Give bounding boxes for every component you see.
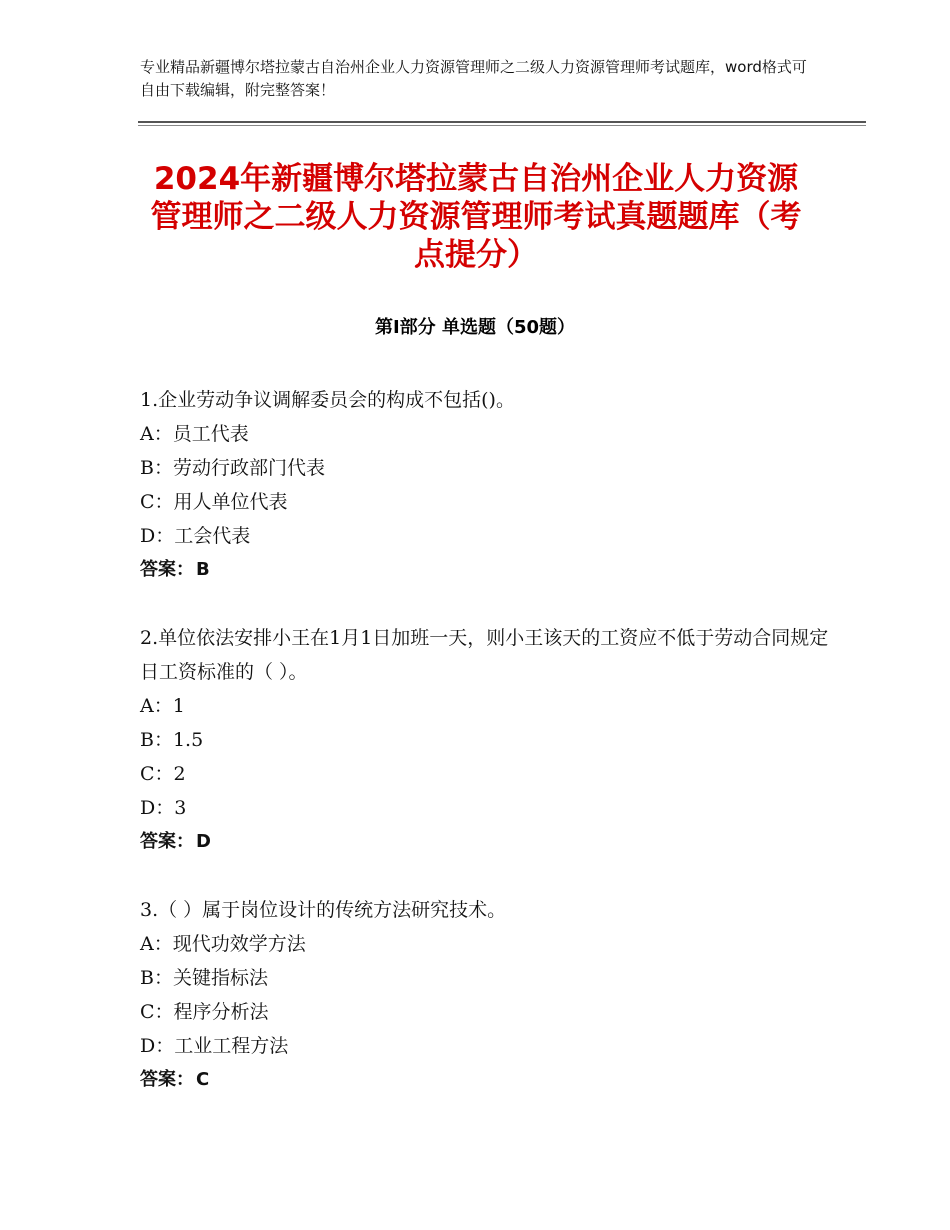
answer-line — [140, 825, 830, 859]
option-b: B：劳动行政部门代表 — [140, 457, 325, 479]
question-stem: 2.单位依法安排小王在1月1日加班一天，则小王该天的工资应不低于劳动合同规定日工资标准的（ ）。 — [140, 627, 829, 683]
option-b: B：1.5 — [140, 729, 204, 751]
answer-label: 答案： — [140, 1069, 194, 1090]
answer-line — [140, 1063, 830, 1097]
question-3 — [140, 893, 830, 1097]
option-a: A：现代功效学方法 — [140, 933, 306, 955]
question-1 — [140, 383, 830, 587]
answer-value: D — [196, 831, 211, 852]
question-list — [140, 383, 830, 1131]
answer-label: 答案： — [140, 559, 194, 580]
document-title: 2024年新疆博尔塔拉蒙古自治州企业人力资源管理师之二级人力资源管理师考试真题题库（考点提分） — [150, 161, 802, 273]
option-a: A：员工代表 — [140, 423, 249, 445]
option-d: D：3 — [140, 797, 187, 819]
answer-value: B — [196, 559, 210, 580]
header-note: 专业精品新疆博尔塔拉蒙古自治州企业人力资源管理师之二级人力资源管理师考试题库，word格式可自由下载编辑，附完整答案！ — [140, 58, 807, 99]
option-c: C：2 — [140, 763, 186, 785]
question-2 — [140, 621, 830, 859]
answer-value: C — [196, 1069, 210, 1090]
question-stem: 3.（ ）属于岗位设计的传统方法研究技术。 — [140, 899, 507, 921]
option-a: A：1 — [140, 695, 185, 717]
section-title: 第Ⅰ部分 单选题（50题） — [374, 317, 575, 338]
answer-line — [140, 553, 830, 587]
option-c: C：程序分析法 — [140, 1001, 269, 1023]
option-d: D：工会代表 — [140, 525, 251, 547]
answer-label: 答案： — [140, 831, 194, 852]
option-b: B：关键指标法 — [140, 967, 268, 989]
option-c: C：用人单位代表 — [140, 491, 288, 513]
question-stem: 1.企业劳动争议调解委员会的构成不包括()。 — [140, 389, 515, 411]
header-divider — [138, 121, 866, 126]
option-d: D：工业工程方法 — [140, 1035, 289, 1057]
